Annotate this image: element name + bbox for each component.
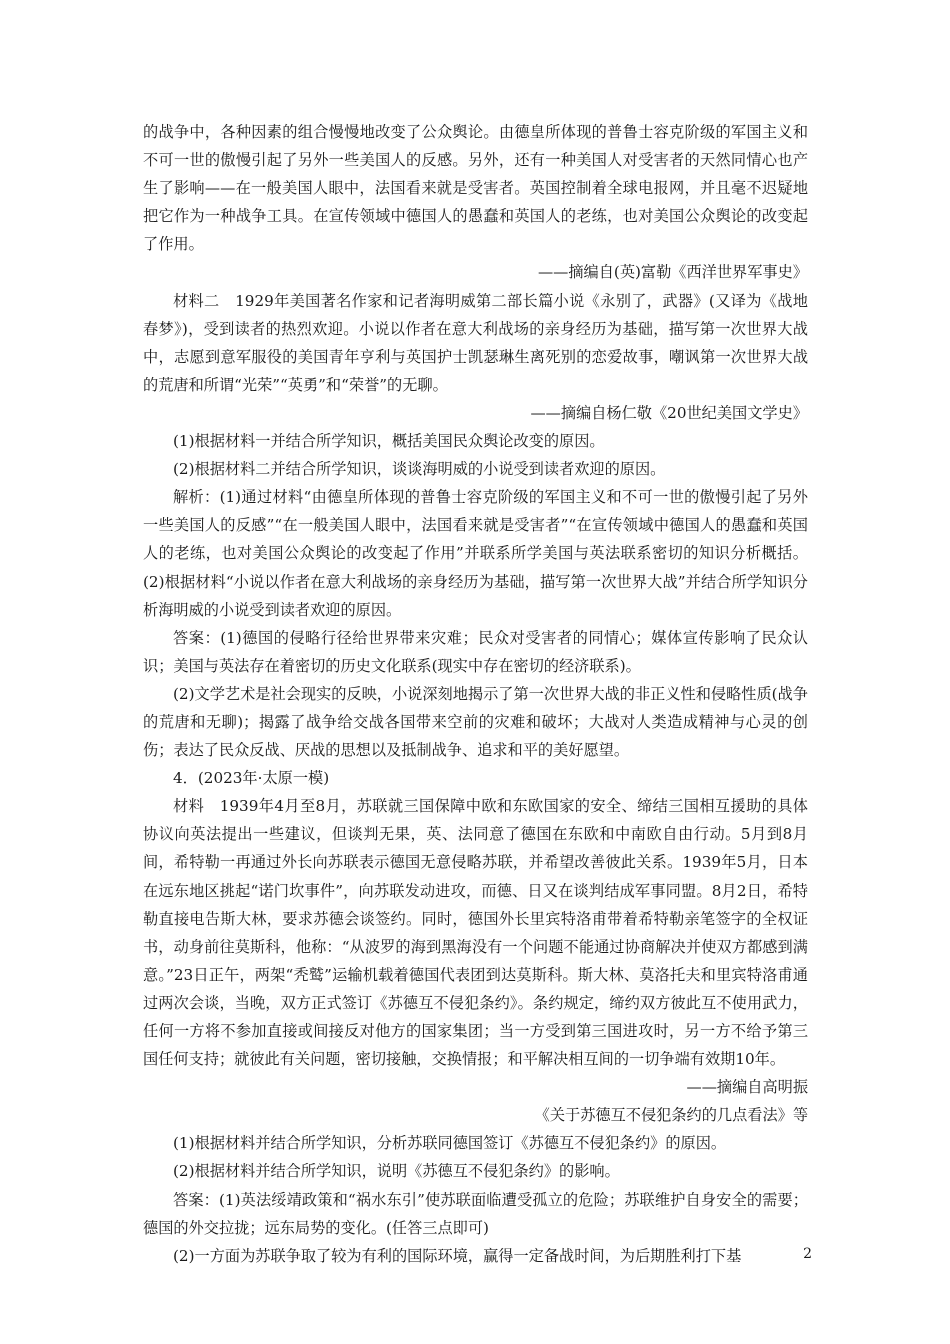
q4-answer-1: 答案：(1)英法绥靖政策和“祸水东引”使苏联面临遭受孤立的危险；苏联维护自身安全的需要；德国的外交拉拢；远东局势的变化。(任答三点即可)	[143, 1190, 808, 1237]
q3-question-1: (1)根据材料一并结合所学知识，概括美国民众舆论改变的原因。	[173, 432, 605, 451]
q3-answer-2: (2)文学艺术是社会现实的反映，小说深刻地揭示了第一次世界大战的非正义性和侵略性质(战争的荒唐和无聊)；揭露了战争给交战各国带来空前的灾难和破坏；大战对人类造成精神与心灵的创伤；表达了民众反战、厌战的思想以及抵制战争、追求和平的美好愿望。	[143, 684, 808, 760]
q4-question-1: (1)根据材料并结合所学知识，分析苏联同德国签订《苏德互不侵犯条约》的原因。	[173, 1134, 727, 1153]
material-2-source: ——摘编自杨仁敬《20世纪美国文学史》	[530, 403, 808, 422]
q4-source-line-1: ——摘编自高明振	[686, 1078, 808, 1097]
q4-heading: 4．(2023年·太原一模)	[173, 769, 330, 788]
material-1-text: 的战争中，各种因素的组合慢慢地改变了公众舆论。由德皇所体现的普鲁士容克阶级的军国主义和不可一世的傲慢引起了另外一些美国人的反感。另外，还有一种美国人对受害者的天然同情心也产生了影响——在一般美国人眼中，法国看来就是受害者。英国控制着全球电报网，并且毫不迟疑地把它作为一种战争工具。在宣传领域中德国人的愚蠢和英国人的老练，也对美国公众舆论的改变起了作用。	[143, 123, 808, 254]
q3-question-2: (2)根据材料二并结合所学知识，谈谈海明威的小说受到读者欢迎的原因。	[173, 460, 666, 479]
q4-answer-2: (2)一方面为苏联争取了较为有利的国际环境，赢得一定备战时间，为后期胜利打下基	[173, 1246, 742, 1265]
q3-analysis: 解析：(1)通过材料“由德皇所体现的普鲁士容克阶级的军国主义和不可一世的傲慢引起了另外一些美国人的反感”“在一般美国人眼中，法国看来就是受害者”“在宣传领域中德国人的愚蠢和英国人的老练，也对美国公众舆论的改变起了作用”并联系所学美国与英法联系密切的知识分析概括。(2)根据材料“小说以作者在意大利战场的亲身经历为基础，描写第一次世界大战”并结合所学知识分析海明威的小说受到读者欢迎的原因。	[143, 488, 808, 619]
material-2-text: 材料二 1929年美国著名作家和记者海明威第二部长篇小说《永别了，武器》(又译为《战地春梦》)，受到读者的热烈欢迎。小说以作者在意大利战场的亲身经历为基础，描写第一次世界大战中，志愿到意军服役的美国青年亨利与英国护士凯瑟琳生离死别的恋爱故事，嘲讽第一次世界大战的荒唐和所谓“光荣”“英勇”和“荣誉”的无聊。	[143, 291, 808, 394]
q3-answer-1: 答案：(1)德国的侵略行径给世界带来灾难；民众对受害者的同情心；媒体宣传影响了民众认识；美国与英法存在着密切的历史文化联系(现实中存在密切的经济联系)。	[143, 628, 808, 675]
q4-question-2: (2)根据材料并结合所学知识，说明《苏德互不侵犯条约》的影响。	[173, 1162, 620, 1181]
page-number: 2	[803, 1246, 812, 1262]
q4-material: 材料 1939年4月至8月，苏联就三国保障中欧和东欧国家的安全、缔结三国相互援助的具体协议向英法提出一些建议，但谈判无果，英、法同意了德国在东欧和中南欧自由行动。5月到8月间，希特勒一再通过外长向苏联表示德国无意侵略苏联，并希望改善彼此关系。1939年5月，日本在远东地区挑起“诺门坎事件”，向苏联发动进攻，而德、日又在谈判结成军事同盟。8月2日，希特勒直接电告斯大林，要求苏德会谈签约。同时，德国外长里宾特洛甫带着希特勒亲笔签字的全权证书，动身前往莫斯科，他称：“从波罗的海到黑海没有一个问题不能通过协商解决并使双方都感到满意。”23日正午，两架“秃鹫”运输机载着德国代表团到达莫斯科。斯大林、莫洛托夫和里宾特洛甫通过两次会谈，当晚，双方正式签订《苏德互不侵犯条约》。条约规定，缔约双方彼此互不使用武力，任何一方将不参加直接或间接反对他方的国家集团；当一方受到第三国进攻时，另一方不给予第三国任何支持；就彼此有关问题，密切接触，交换情报；和平解决相互间的一切争端有效期10年。	[143, 797, 808, 1069]
q4-source-line-2: 《关于苏德互不侵犯条约的几点看法》等	[534, 1106, 808, 1125]
page-content	[143, 118, 808, 1270]
material-1-source: ——摘编自(英)富勒《西洋世界军事史》	[537, 263, 808, 282]
